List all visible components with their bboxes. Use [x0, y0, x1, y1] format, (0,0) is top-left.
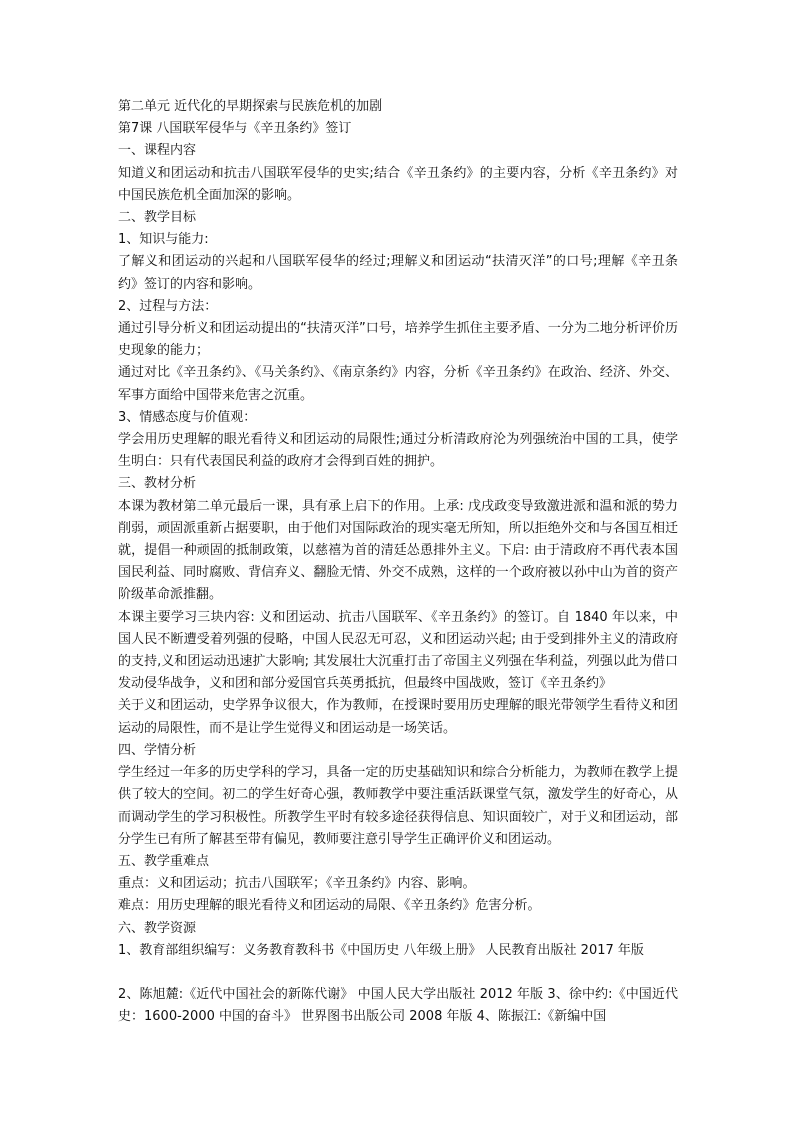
section-heading-teaching-goals: 二、教学目标	[118, 210, 197, 226]
section-heading-key-points: 五、教学重难点	[118, 853, 210, 869]
subheading-emotion-values: 3、情感态度与价值观：	[118, 409, 257, 425]
paragraph-course-content: 知道义和团运动和抗击八国联军侵华的史实;结合《辛丑条约》的主要内容，分析《辛丑条约》对中国民族危机全面加深的影响。	[118, 165, 678, 203]
resource-item-1: 1、教育部组织编写：义务教育教科书《中国历史 八年级上册》 人民教育出版社 2017 年版	[118, 942, 644, 958]
subheading-process-method: 2、过程与方法：	[118, 298, 218, 314]
paragraph-textbook-analysis-2: 本课主要学习三块内容: 义和团运动、抗击八国联军、《辛丑条约》的签订。自 1840 年以来，中国人民不断遭受着列强的侵略，中国人民忍无可忍，义和团运动兴起; 由于受到排外主义的清政府的支持,义和团运动迅速扩大影响; 其发展壮大沉重打击了帝国主义列强在华利益，列强以此为借口发动侵华战争，义和团和部分爱国官兵英勇抵抗，但最终中国战败，签订《辛丑条约》	[118, 609, 678, 692]
blank-line	[118, 962, 678, 984]
lesson-title: 第7课 八国联军侵华与《辛丑条约》签订	[118, 121, 352, 137]
document-body	[118, 96, 678, 1029]
section-heading-resources: 六、教学资源	[118, 920, 197, 936]
section-heading-textbook-analysis: 三、教材分析	[118, 476, 197, 492]
paragraph-textbook-analysis-1: 本课为教材第二单元最后一课，具有承上启下的作用。上承: 戊戌政变导致激进派和温和派的势力削弱，顽固派重新占据要职，由于他们对国际政治的现实毫无所知，所以拒绝外交和与各国互相迁就，提倡一种顽固的抵制政策，以慈禧为首的清廷怂恿排外主义。下启: 由于清政府不再代表本国国民利益、同时腐败、背信弃义、翻脸无情、外交不成熟，这样的一个政府被以孙中山为首的资产阶级革命派推翻。	[118, 498, 678, 603]
paragraph-difficult-points: 难点：用历史理解的眼光看待义和团运动的局限、《辛丑条约》危害分析。	[118, 898, 541, 914]
unit-title: 第二单元 近代化的早期探索与民族危机的加剧	[118, 99, 383, 114]
paragraph-process-method-1: 通过引导分析义和团运动提出的“扶清灭洋”口号，培养学生抓住主要矛盾、一分为二地分析评价历史现象的能力；	[118, 321, 678, 359]
section-heading-course-content: 一、课程内容	[118, 143, 197, 159]
paragraph-textbook-analysis-3: 关于义和团运动，史学界争议很大，作为教师，在授课时要用历史理解的眼光带领学生看待义和团运动的局限性，而不是让学生觉得义和团运动是一场笑话。	[118, 698, 678, 736]
paragraph-key-points: 重点：义和团运动；抗击八国联军；《辛丑条约》内容、影响。	[118, 876, 476, 892]
paragraph-student-analysis: 学生经过一年多的历史学科的学习，具备一定的历史基础知识和综合分析能力，为教师在教学上提供了较大的空间。初二的学生好奇心强，教师教学中要注重活跃课堂气氛，激发学生的好奇心，从而调动学生的学习积极性。所教学生平时有较多途径获得信息、知识面较广，对于义和团运动，部分学生已有所了解甚至带有偏见，教师要注意引导学生正确评价义和团运动。	[118, 765, 678, 847]
paragraph-knowledge-ability: 了解义和团运动的兴起和八国联军侵华的经过;理解义和团运动“扶清灭洋”的口号;理解《辛丑条约》签订的内容和影响。	[118, 254, 678, 292]
paragraph-emotion-values: 学会用历史理解的眼光看待义和团运动的局限性;通过分析清政府沦为列强统治中国的工具，使学生明白：只有代表国民利益的政府才会得到百姓的拥护。	[118, 432, 678, 470]
section-heading-student-analysis: 四、学情分析	[118, 742, 197, 758]
resource-items-2-4: 2、陈旭麓:《近代中国社会的新陈代谢》 中国人民大学出版社 2012 年版 3、徐中约:《中国近代史：1600-2000 中国的奋斗》 世界图书出版公司 2008 年版 4、陈振江:《新编中国	[118, 987, 678, 1025]
subheading-knowledge-ability: 1、知识与能力:	[118, 232, 209, 248]
paragraph-process-method-2: 通过对比《辛丑条约》、《马关条约》、《南京条约》内容，分析《辛丑条约》在政治、经济、外交、军事方面给中国带来危害之沉重。	[118, 365, 678, 403]
